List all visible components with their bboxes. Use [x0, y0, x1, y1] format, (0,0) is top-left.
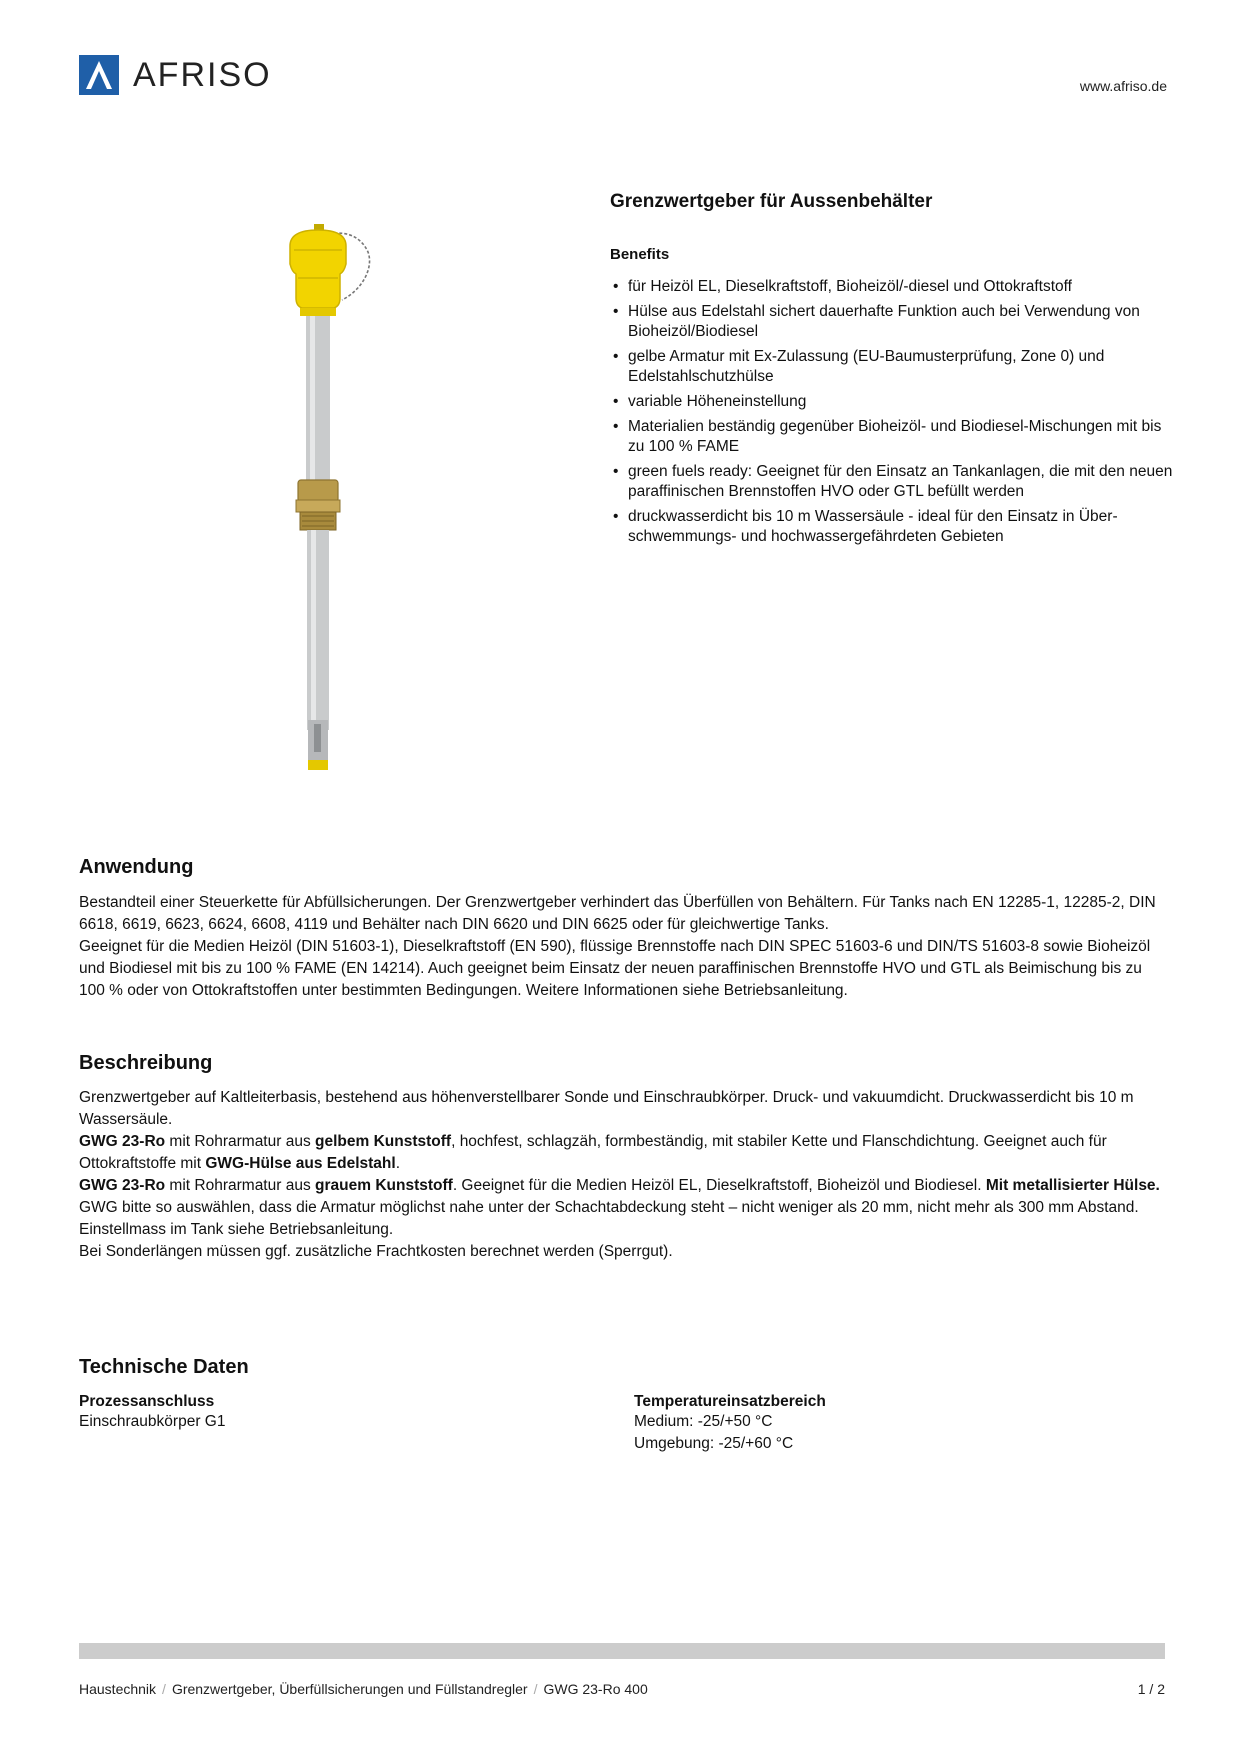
beschreibung-paragraph-yellow	[79, 1131, 1171, 1175]
beschreibung-paragraph-grey	[79, 1175, 1171, 1197]
text-run: , hochfest, schlagzäh, formbeständig, mit stabiler Kette und Flanschdichtung. Geeignet auch für Ottokraftstoffe mit	[79, 1133, 1107, 1172]
benefits-list	[613, 277, 1173, 552]
spec-label: Prozessanschluss	[79, 1393, 215, 1410]
spec-value: Medium: -25/+50 °C	[634, 1413, 773, 1430]
breadcrumb-item[interactable]: Haustechnik	[79, 1681, 157, 1697]
text-run: . Geeignet für die Medien Heizöl EL, Dieselkraftstoff, Bioheizöl und Biodiesel.	[452, 1177, 986, 1194]
breadcrumb-separator: /	[533, 1681, 538, 1697]
benefit-item: • green fuels ready: Geeignet für den Einsatz an Tankanlagen, die mit den neuen paraffinischen Brennstoffen HVO oder GTL befüllt werden	[613, 462, 1173, 502]
spec-prozessanschluss	[79, 1393, 225, 1433]
benefits-heading: Benefits	[610, 246, 670, 263]
anwendung-paragraph: Geeignet für die Medien Heizöl (DIN 51603-1), Dieselkraftstoff (EN 590), flüssige Brennstoffe nach DIN SPEC 51603-6 und DIN/TS 51603-8 sowie Bioheizöl und Biodiesel mit bis zu 100 % FAME (EN 14214). Auch geeignet beim Einsatz der neuen paraffinischen Brennstoffe HVO und GTL als Beimischung bis zu 100 % oder von Ottokraftstoffen unter bestimmten Bedingungen. Weitere Informationen siehe Betriebsanleitung.	[79, 938, 1151, 999]
product-image	[250, 224, 430, 774]
emphasis: gelbem Kunststoff	[315, 1133, 452, 1150]
emphasis: GWG-Hülse aus Edelstahl	[205, 1155, 396, 1172]
beschreibung-text	[79, 1087, 1171, 1263]
text-run: mit Rohrarmatur aus	[165, 1133, 316, 1150]
breadcrumb-item[interactable]: Grenzwertgeber, Überfüllsicherungen und Füllstandregler	[171, 1681, 528, 1697]
benefit-item: • variable Höheneinstellung	[613, 392, 1173, 412]
emphasis: Mit metallisierter Hülse.	[985, 1177, 1160, 1194]
benefit-item: • gelbe Armatur mit Ex-Zulassung (EU-Baumusterprüfung, Zone 0) und Edelstahlschutzhülse	[613, 347, 1173, 387]
text-run: mit Rohrarmatur aus	[165, 1177, 316, 1194]
spec-value: Einschraubkörper G1	[79, 1413, 226, 1430]
benefit-item: • Hülse aus Edelstahl sichert dauerhafte Funktion auch bei Verwendung von Bioheizöl/Biodiesel	[613, 302, 1173, 342]
anwendung-paragraph: Bestandteil einer Steuerkette für Abfüllsicherungen. Der Grenzwertgeber verhindert das Überfüllen von Behältern. Für Tanks nach EN 12285-1, 12285-2, DIN 6618, 6619, 6623, 6624, 6608, 4119 und Behälter nach DIN 6620 und DIN 6625 oder für gleichwertige Tanks.	[79, 894, 1156, 933]
logo-text: AFRISO	[133, 55, 272, 94]
product-title: Grenzwertgeber für Aussenbehälter	[610, 191, 933, 212]
model-name: GWG 23-Ro	[79, 1177, 166, 1194]
beschreibung-paragraph: Bei Sonderlängen müssen ggf. zusätzliche Frachtkosten berechnet werden (Sperrgut).	[79, 1243, 673, 1260]
spec-temperatur	[634, 1393, 826, 1455]
emphasis: grauem Kunststoff	[315, 1177, 453, 1194]
beschreibung-heading: Beschreibung	[79, 1052, 213, 1074]
benefit-item: • druckwasserdicht bis 10 m Wassersäule - ideal für den Einsatz in Überschwemmungs- und hochwassergefährdeten Gebieten	[613, 507, 1173, 547]
text-run: .	[395, 1155, 401, 1172]
afriso-logo	[79, 55, 272, 95]
anwendung-text	[79, 892, 1171, 1002]
website-link[interactable]: www.afriso.de	[1079, 78, 1167, 94]
spec-value: Umgebung: -25/+60 °C	[634, 1435, 794, 1452]
benefit-item: • für Heizöl EL, Dieselkraftstoff, Bioheizöl/-diesel und Ottokraftstoff	[613, 277, 1173, 297]
anwendung-heading: Anwendung	[79, 856, 194, 878]
breadcrumb-item: GWG 23-Ro 400	[543, 1681, 648, 1697]
breadcrumb	[79, 1681, 648, 1697]
page-number: 1 / 2	[1137, 1681, 1165, 1697]
model-name: GWG 23-Ro	[79, 1133, 166, 1150]
beschreibung-paragraph: GWG bitte so auswählen, dass die Armatur möglichst nahe unter der Schachtabdeckung steht – nicht weniger als 20 mm, nicht mehr als 300 mm Abstand. Einstellmass im Tank siehe Betriebsanleitung.	[79, 1199, 1139, 1238]
footer-divider	[79, 1643, 1165, 1659]
breadcrumb-separator: /	[162, 1681, 166, 1697]
afriso-logo-icon	[79, 55, 119, 95]
benefit-item: • Materialien beständig gegenüber Bioheizöl- und Biodiesel-Mischungen mit bis zu 100 % FAME	[613, 417, 1173, 457]
spec-label: Temperatureinsatzbereich	[634, 1393, 826, 1410]
beschreibung-paragraph: Grenzwertgeber auf Kaltleiterbasis, bestehend aus höhenverstellbarer Sonde und Einschraubkörper. Druck- und vakuumdicht. Druckwasserdicht bis 10 m Wassersäule.	[79, 1089, 1134, 1128]
technische-daten-heading: Technische Daten	[79, 1356, 249, 1378]
